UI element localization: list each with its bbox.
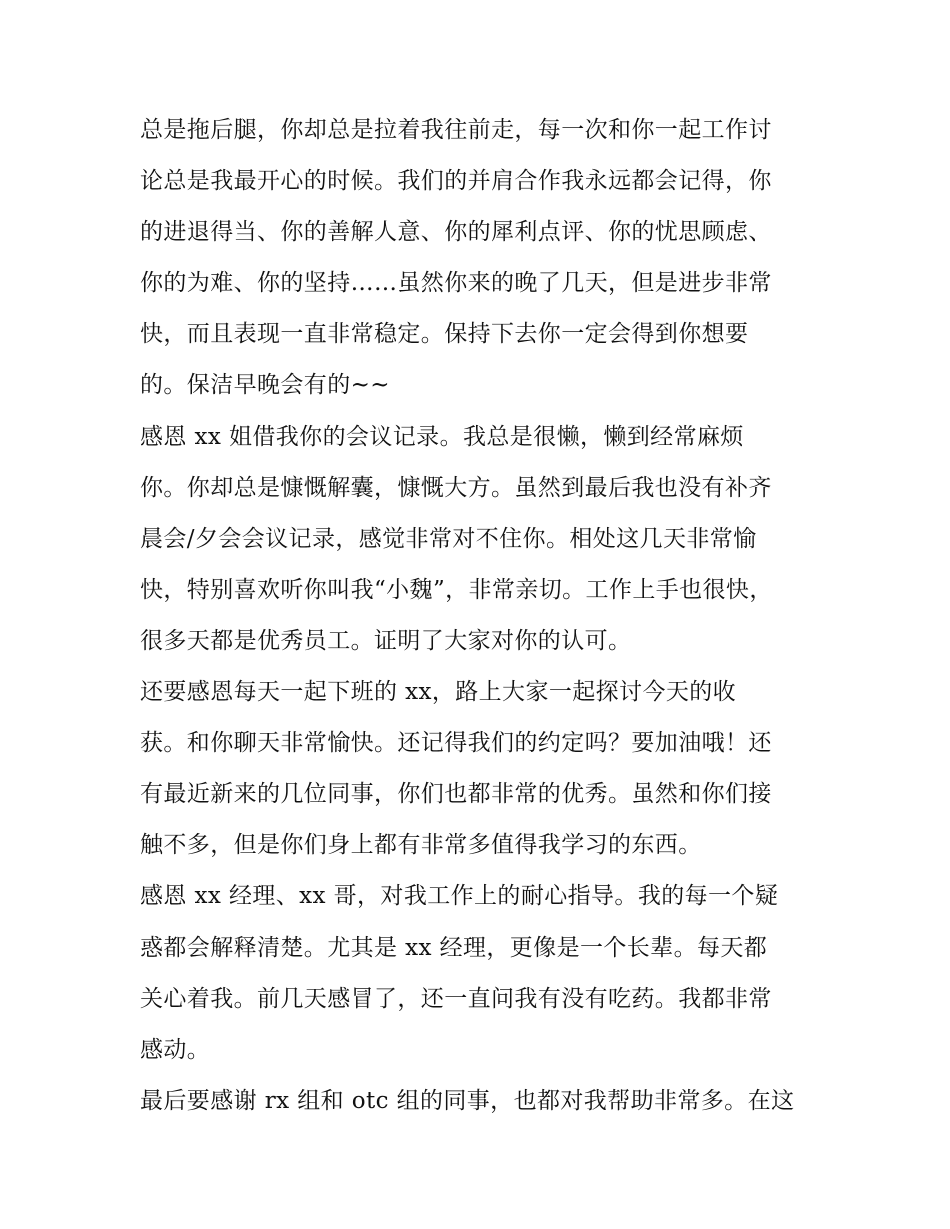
text-line: 最后要感谢 rx 组和 otc 组的同事，也都对我帮助非常多。在这 <box>140 1087 795 1114</box>
text-line: 晨会/夕会会议记录，感觉非常对不住你。相处这几天非常愉 <box>140 525 757 552</box>
text-line: 还要感恩每天一起下班的 xx，路上大家一起探讨今天的收 <box>140 679 737 706</box>
text-line: 惑都会解释清楚。尤其是 xx 经理，更像是一个长辈。每天都 <box>140 934 768 961</box>
text-line: 论总是我最开心的时候。我们的并肩合作我永远都会记得，你 <box>140 168 772 195</box>
text-line: 快，而且表现一直非常稳定。保持下去你一定会得到你想要 <box>140 321 749 348</box>
body-text <box>140 105 820 1127</box>
text-line: 获。和你聊天非常愉快。还记得我们的约定吗？要加油哦！还 <box>140 730 772 757</box>
text-line: 你。你却总是慷慨解囊，慷慨大方。虽然到最后我也没有补齐 <box>140 474 772 501</box>
text-line: 关心着我。前几天感冒了，还一直问我有没有吃药。我都非常 <box>140 985 772 1012</box>
text-line: 很多天都是优秀员工。证明了大家对你的认可。 <box>140 627 632 654</box>
text-line: 你的为难、你的坚持……虽然你来的晚了几天，但是进步非常 <box>140 270 772 297</box>
text-line: 的进退得当、你的善解人意、你的犀利点评、你的忧思顾虑、 <box>140 219 772 246</box>
text-line: 感动。 <box>140 1036 211 1063</box>
text-line: 快，特别喜欢听你叫我“小魏”，非常亲切。工作上手也很快， <box>140 576 773 603</box>
text-line: 感恩 xx 经理、xx 哥，对我工作上的耐心指导。我的每一个疑 <box>140 883 779 910</box>
text-line: 触不多，但是你们身上都有非常多值得我学习的东西。 <box>140 832 702 859</box>
text-line: 总是拖后腿，你却总是拉着我往前走，每一次和你一起工作讨 <box>140 117 772 143</box>
text-line: 感恩 xx 姐借我你的会议记录。我总是很懒，懒到经常麻烦 <box>140 423 744 450</box>
text-line: 有最近新来的几位同事，你们也都非常的优秀。虽然和你们接 <box>140 781 772 808</box>
text-line: 的。保洁早晚会有的~~ <box>140 372 390 399</box>
